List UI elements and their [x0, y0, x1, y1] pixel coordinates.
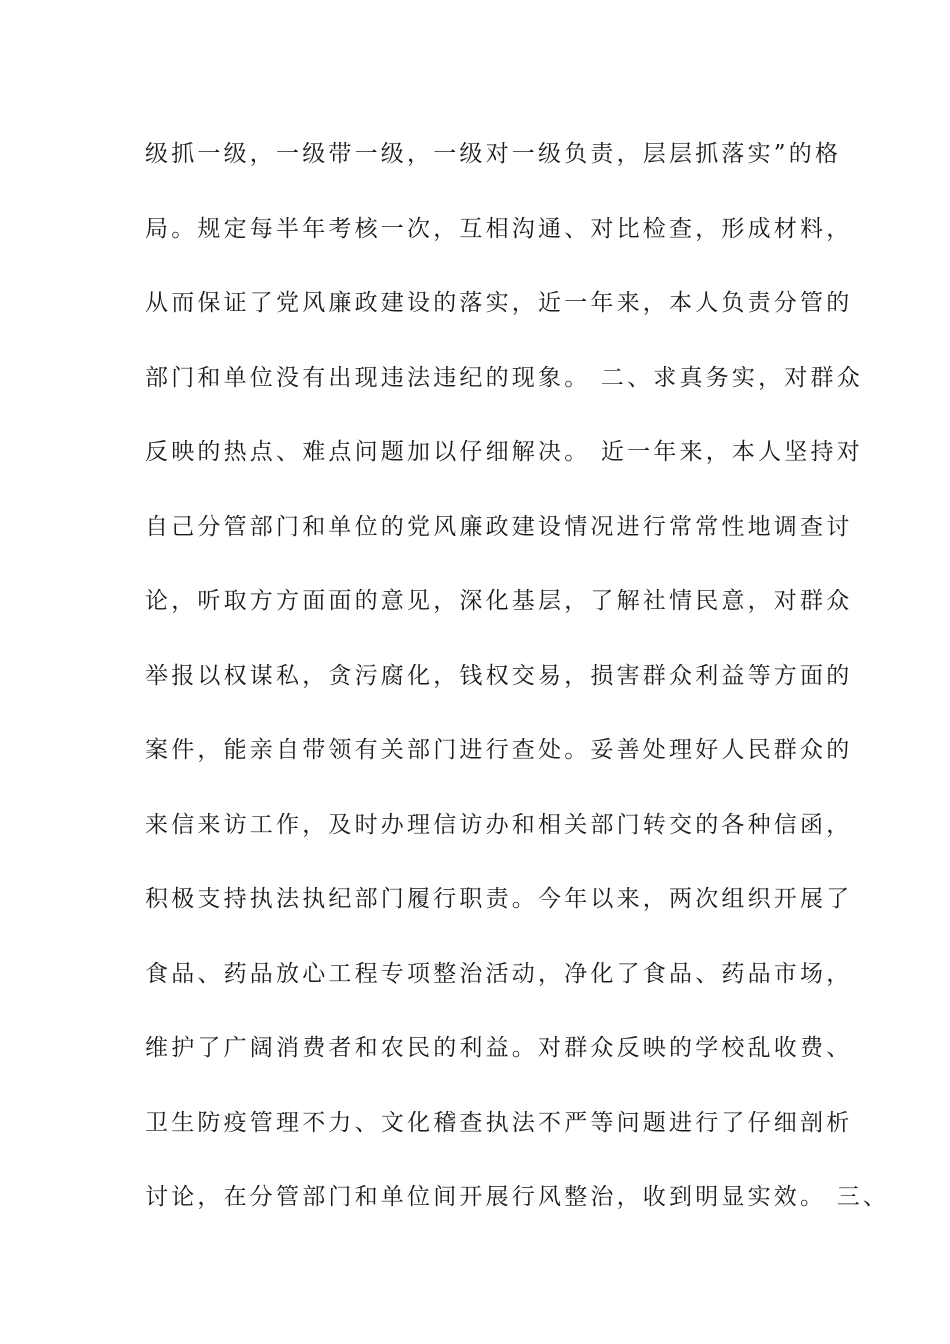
text-line: 食品、药品放心工程专项整治活动，净化了食品、药品市场，: [145, 960, 853, 987]
text-line: 举报以权谋私，贪污腐化，钱权交易，损害群众利益等方面的: [145, 662, 853, 689]
text-line: 反映的热点、难点问题加以仔细解决。 近一年来，本人坚持对: [145, 439, 863, 465]
text-line: 级抓一级，一级带一级，一级对一级负责，层层抓落实”的格: [145, 141, 842, 167]
text-line: 部门和单位没有出现违法违纪的现象。 二、求真务实，对群众: [145, 364, 863, 391]
text-line: 来信来访工作，及时办理信访办和相关部门转交的各种信函，: [145, 811, 853, 838]
text-line: 维护了广阔消费者和农民的利益。对群众反映的学校乱收费、: [145, 1035, 853, 1061]
text-line: 自己分管部门和单位的党风廉政建设情况进行常常性地调查讨: [145, 513, 853, 540]
text-line: 案件，能亲自带领有关部门进行查处。妥善处理好人民群众的: [145, 737, 853, 763]
text-line: 论，听取方方面面的意见，深化基层，了解社情民意，对群众: [145, 588, 853, 614]
text-line: 局。规定每半年考核一次，互相沟通、对比检查，形成材料，: [145, 215, 853, 242]
text-line: 讨论，在分管部门和单位间开展行风整治，收到明显实效。 三、: [145, 1184, 890, 1210]
body-text: [145, 134, 890, 1252]
text-line: 积极支持执法执纪部门履行职责。今年以来，两次组织开展了: [145, 886, 853, 912]
text-line: 卫生防疫管理不力、文化稽查执法不严等问题进行了仔细剖析: [145, 1109, 853, 1136]
text-line: 从而保证了党风廉政建设的落实，近一年来，本人负责分管的: [145, 290, 853, 316]
